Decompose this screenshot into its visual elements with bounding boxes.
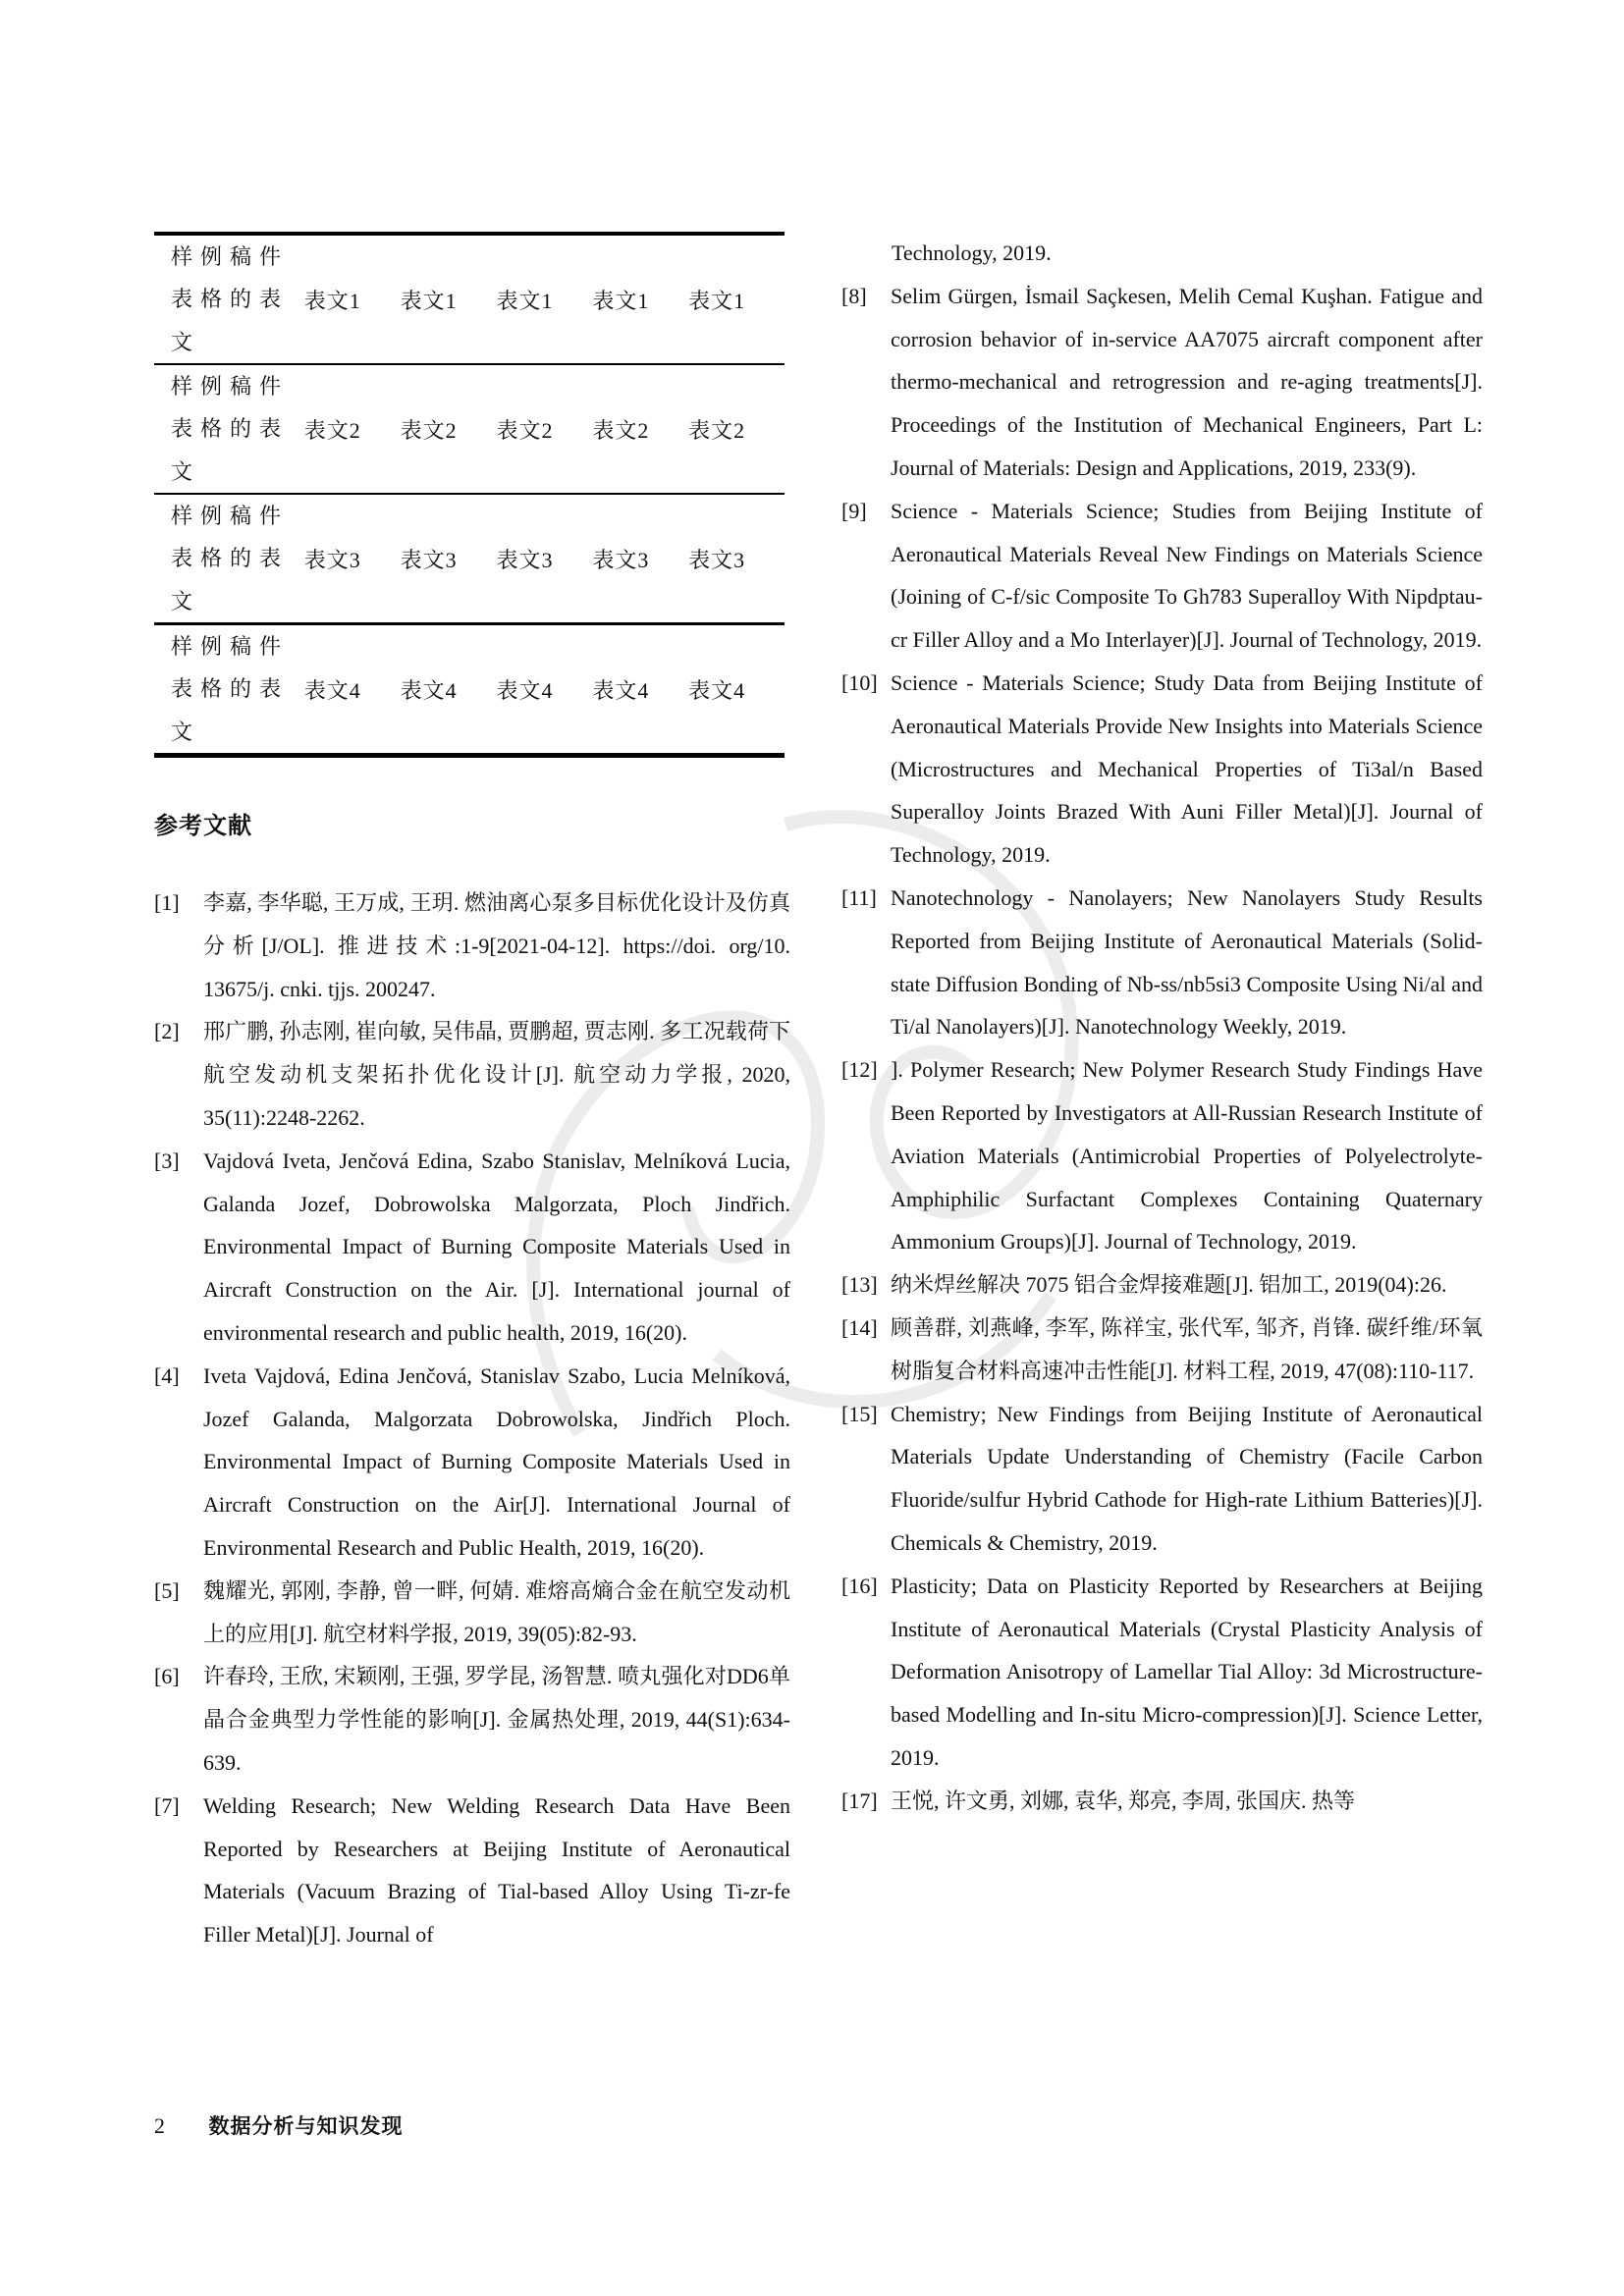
reference-text: Welding Research; New Welding Research Data Have Been Reported by Researchers at Beijing Institute of Aeronautical Materials (Vacuum Brazing of Tial-based Alloy Using Ti-zr-fe Filler Metal)[J]. Journal of	[203, 1792, 790, 1948]
references-heading: 参考文献	[154, 812, 252, 839]
table-cell: 表文4	[303, 677, 361, 703]
reference-label: [16]	[841, 1573, 878, 1598]
table-row-label: 样例稿件表格的表文	[171, 633, 290, 744]
reference-item	[841, 1263, 1483, 1307]
reference-list-left	[154, 881, 790, 1956]
left-column	[154, 232, 790, 1948]
reference-text: 魏耀光, 郭刚, 李静, 曾一畔, 何婧. 难熔高熵合金在航空发动机上的应用[J]. 航空材料学报, 2019, 39(05):82-93.	[203, 1577, 790, 1646]
reference-text: Vajdová Iveta, Jenčová Edina, Szabo Stanislav, Melníková Lucia, Galanda Jozef, Dobrowolska Malgorzata, Ploch Jindřich. Environmental Impact of Burning Composite Materials Used in Aircraft Construction on the Air. [J]. International journal of environmental research and public health, 2019, 16(20).	[203, 1148, 790, 1345]
reference-label: [1]	[154, 890, 180, 915]
table-row-label: 样例稿件表格的表文	[171, 503, 290, 614]
table-row	[154, 625, 785, 758]
right-column	[841, 232, 1483, 1822]
table-cell: 表文4	[688, 677, 746, 703]
table-cell: 表文3	[592, 547, 650, 572]
table-row	[154, 236, 785, 365]
table-cell: 表文1	[496, 288, 554, 313]
table-cell: 表文3	[303, 547, 361, 572]
reference-text: Chemistry; New Findings from Beijing Institute of Aeronautical Materials Update Understanding of Chemistry (Facile Carbon Fluoride/sulfur Hybrid Cathode for High-rate Lithium Batteries)[J]. Chemicals & Chemistry, 2019.	[891, 1401, 1483, 1555]
reference-text: Iveta Vajdová, Edina Jenčová, Stanislav Szabo, Lucia Melníková, Jozef Galanda, Malgorzata Dobrowolska, Jindřich Ploch. Environmental Impact of Burning Composite Materials Used in Aircraft Construction on the Air[J]. International Journal of Environmental Research and Public Health, 2019, 16(20).	[203, 1362, 790, 1560]
table-row	[154, 365, 785, 495]
reference-item	[841, 1565, 1483, 1780]
reference-item	[154, 1010, 790, 1139]
reference-label: [11]	[841, 884, 877, 910]
reference-text: Science - Materials Science; Studies from Beijing Institute of Aeronautical Materials Reveal New Findings on Materials Science (Joining of C-f/sic Composite To Gh783 Superalloy With Nipdptau-cr Filler Alloy and a Mo Interlayer)[J]. Journal of Technology, 2019.	[891, 498, 1483, 653]
reference-item	[154, 1140, 790, 1355]
reference-item	[841, 1307, 1483, 1393]
table-cell: 表文3	[400, 547, 458, 572]
page-footer	[154, 2110, 404, 2140]
reference-item	[841, 662, 1483, 877]
reference-label: [3]	[154, 1148, 180, 1173]
reference-text: Selim Gürgen, İsmail Saçkesen, Melih Cemal Kuşhan. Fatigue and corrosion behavior of in-service AA7075 aircraft component after thermo-mechanical and retrogression and re-aging treatments[J]. Proceedings of the Institution of Mechanical Engineers, Part L: Journal of Materials: Design and Applications, 2019, 233(9).	[891, 283, 1483, 480]
reference-label: [10]	[841, 669, 878, 695]
reference-label: [8]	[841, 283, 867, 308]
table-row-label: 样例稿件表格的表文	[171, 243, 290, 354]
reference-text: Plasticity; Data on Plasticity Reported by Researchers at Beijing Institute of Aeronautical Materials (Crystal Plasticity Analysis of Deformation Anisotropy of Lamellar Tial Alloy: 3d Microstructure-based Modelling and In-situ Micro-compression)[J]. Science Letter, 2019.	[891, 1573, 1483, 1770]
reference-label: [2]	[154, 1019, 180, 1044]
reference-label: [14]	[841, 1314, 878, 1340]
page-number: 2	[154, 2113, 165, 2138]
reference-label: [15]	[841, 1401, 878, 1426]
reference-continuation: Technology, 2019.	[892, 240, 1052, 265]
table-cell: 表文2	[400, 417, 458, 443]
table-cell: 表文4	[400, 677, 458, 703]
reference-item	[154, 1655, 790, 1784]
reference-item	[841, 877, 1483, 1048]
reference-label: [17]	[841, 1788, 878, 1813]
reference-item	[154, 1355, 790, 1570]
reference-label: [9]	[841, 498, 867, 523]
reference-label: [7]	[154, 1792, 180, 1818]
reference-item	[154, 1785, 790, 1956]
reference-text: 王悦, 许文勇, 刘娜, 袁华, 郑亮, 李周, 张国庆. 热等	[891, 1788, 1356, 1813]
reference-label: [13]	[841, 1272, 878, 1298]
reference-label: [5]	[154, 1577, 180, 1603]
reference-label: [6]	[154, 1664, 180, 1689]
table-row-label: 样例稿件表格的表文	[171, 373, 290, 484]
reference-text: 顾善群, 刘燕峰, 李军, 陈祥宝, 张代军, 邹齐, 肖锋. 碳纤维/环氧树脂复合材料高速冲击性能[J]. 材料工程, 2019, 47(08):110-117.	[891, 1314, 1483, 1383]
sample-table	[154, 232, 785, 758]
reference-item	[841, 1393, 1483, 1565]
table-cell: 表文1	[400, 288, 458, 313]
table-cell: 表文2	[592, 417, 650, 443]
reference-item	[841, 490, 1483, 662]
reference-text: 许春玲, 王欣, 宋颖刚, 王强, 罗学昆, 汤智慧. 喷丸强化对DD6单晶合金典型力学性能的影响[J]. 金属热处理, 2019, 44(S1):634-639.	[203, 1664, 790, 1775]
table-cell: 表文1	[592, 288, 650, 313]
reference-text: Science - Materials Science; Study Data from Beijing Institute of Aeronautical Materials Provide New Insights into Materials Science (Microstructures and Mechanical Properties of Ti3al/n Based Superalloy Joints Brazed With Auni Filler Metal)[J]. Journal of Technology, 2019.	[891, 669, 1483, 868]
table-cell: 表文1	[303, 288, 361, 313]
reference-label: [4]	[154, 1362, 180, 1388]
table-cell: 表文3	[496, 547, 554, 572]
journal-title: 数据分析与知识发现	[208, 2114, 404, 2138]
reference-item	[154, 881, 790, 1010]
reference-text: ]. Polymer Research; New Polymer Research Study Findings Have Been Reported by Investigators at All-Russian Research Institute of Aviation Materials (Antimicrobial Properties of Polyelectrolyte-Amphiphilic Surfactant Complexes Containing Quaternary Ammonium Groups)[J]. Journal of Technology, 2019.	[891, 1057, 1483, 1255]
table-cell: 表文4	[496, 677, 554, 703]
table-cell: 表文2	[688, 417, 746, 443]
reference-label: [12]	[841, 1057, 878, 1083]
table-cell: 表文4	[592, 677, 650, 703]
reference-text: Nanotechnology - Nanolayers; New Nanolayers Study Results Reported from Beijing Institute of Aeronautical Materials (Solid-state Diffusion Bonding of Nb-ss/nb5si3 Composite Using Ni/al and Ti/al Nanolayers)[J]. Nanotechnology Weekly, 2019.	[891, 884, 1483, 1040]
reference-item	[841, 1048, 1483, 1263]
reference-item	[841, 275, 1483, 490]
table-cell: 表文1	[688, 288, 746, 313]
reference-text: 邢广鹏, 孙志刚, 崔向敏, 吴伟晶, 贾鹏超, 贾志刚. 多工况载荷下航空发动机支架拓扑优化设计[J]. 航空动力学报, 2020, 35(11):2248-2262.	[203, 1019, 790, 1130]
table-cell: 表文3	[688, 547, 746, 572]
reference-item	[841, 1780, 1483, 1823]
reference-text: 纳米焊丝解决 7075 铝合金焊接难题[J]. 铝加工, 2019(04):26.	[891, 1272, 1447, 1298]
table-row	[154, 495, 785, 625]
reference-item	[154, 1570, 790, 1656]
table-cell: 表文2	[496, 417, 554, 443]
table-cell: 表文2	[303, 417, 361, 443]
reference-text: 李嘉, 李华聪, 王万成, 王玥. 燃油离心泵多目标优化设计及仿真分析[J/OL]. 推进技术:1-9[2021-04-12]. https://doi. org/10. 13675/j. cnki. tjjs. 200247.	[203, 890, 790, 1001]
